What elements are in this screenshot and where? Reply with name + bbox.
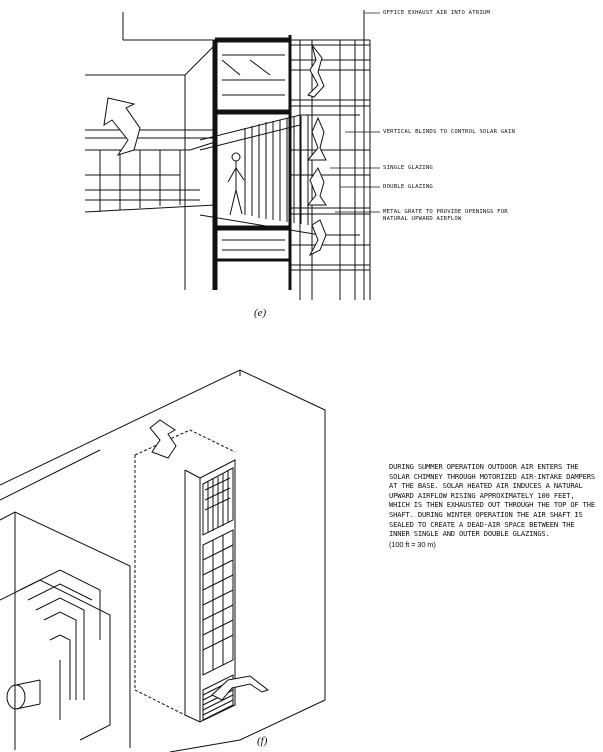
label-single-glazing: SINGLE GLAZING [383,165,433,171]
label-vertical-blinds: VERTICAL BLINDS TO CONTROL SOLAR GAIN [383,129,516,135]
caption-f: (f) [257,735,268,747]
isometric-building-drawing [0,370,325,752]
solar-chimney-description [389,462,599,549]
caption-e: (e) [254,307,267,319]
label-metal-grate: METAL GRATE TO PROVIDE OPENINGS FOR [383,209,508,215]
unit-conversion-note: (100 ft = 30 m) [389,539,436,549]
label-double-glazing: DOUBLE GLAZING [383,184,433,190]
description-text: DURING SUMMER OPERATION OUTDOOR AIR ENTERS THE SOLAR CHIMNEY THROUGH MOTORIZED AIR-INTAKE DAMPERS AT THE BASE. SOLAR HEATED AIR INDUCES A NATURAL UPWARD AIRFLOW RISING APPROXIMATELY 100 FEET, WHICH IS THEN EXHAUSTED OUT THROUGH THE TOP OF THE SHAFT. DURING WINTER OPERATION THE AIR SHAFT IS SEALED TO CREATE A DEAD-AIR SPACE BETWEEN THE INNER SINGLE AND OUTER DOUBLE GLAZINGS. [389,462,596,539]
label-office-exhaust: OFFICE EXHAUST AIR INTO ATRIUM [383,10,491,16]
section-perspective-drawing [85,10,370,300]
label-metal-grate-line2: NATURAL UPWARD AIRFLOW [383,216,462,222]
